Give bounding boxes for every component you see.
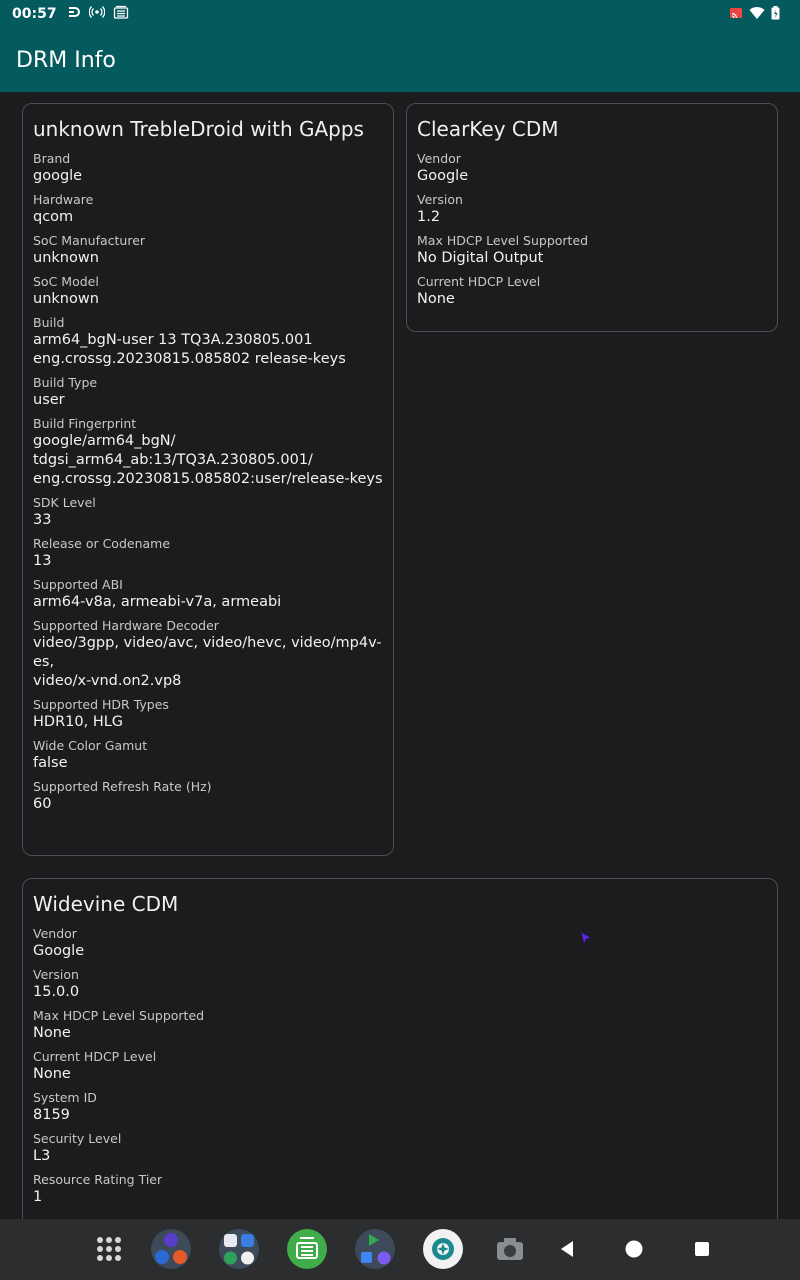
field-value: No Digital Output	[417, 250, 544, 266]
field-build-type	[33, 374, 383, 410]
field-current-hdcp-level	[33, 1048, 767, 1084]
app-folder-2-icon[interactable]	[219, 1229, 259, 1269]
device-info-card	[22, 103, 394, 856]
drm-info-app-icon[interactable]	[287, 1229, 327, 1269]
field-label: Version	[417, 192, 463, 207]
field-soc-manufacturer	[33, 232, 383, 268]
field-label: Resource Rating Tier	[33, 1172, 163, 1187]
wifi-icon	[749, 6, 765, 24]
recents-icon[interactable]	[682, 1229, 722, 1269]
field-label: SoC Model	[33, 274, 99, 289]
field-value: false	[33, 755, 68, 771]
card-title: Widevine CDM	[33, 892, 179, 916]
field-label: Supported Hardware Decoder	[33, 618, 219, 633]
field-value: unknown	[33, 250, 99, 266]
field-max-hdcp-level	[33, 1007, 767, 1043]
field-vendor	[417, 150, 767, 186]
field-value: 13	[33, 553, 52, 569]
field-value: None	[33, 1025, 71, 1041]
field-wide-color-gamut	[33, 737, 383, 773]
field-value: Google	[33, 943, 85, 959]
field-value: arm64_bgN-user 13 TQ3A.230805.001 eng.crossg.20230815.085802 release-keys	[33, 332, 346, 367]
field-label: Security Level	[33, 1131, 122, 1146]
field-value: user	[33, 392, 65, 408]
battery-icon	[771, 6, 780, 24]
field-value: qcom	[33, 209, 74, 225]
settings-app-icon[interactable]	[423, 1229, 463, 1269]
field-supported-abi	[33, 576, 383, 612]
field-label: Build Fingerprint	[33, 416, 137, 431]
app-bar	[0, 28, 800, 92]
field-label: Release or Codename	[33, 536, 171, 551]
field-value: None	[417, 291, 455, 307]
field-value: 60	[33, 796, 52, 812]
sim-card-icon	[113, 5, 129, 23]
field-version	[33, 966, 767, 1002]
field-hardware	[33, 191, 383, 227]
back-icon[interactable]	[547, 1229, 587, 1269]
radio-signal-icon	[89, 5, 105, 23]
field-value: video/3gpp, video/avc, video/hevc, video/mp4v-es, video/x-vnd.on2.vp8	[33, 635, 382, 689]
field-refresh-rate	[33, 778, 383, 814]
field-value: google	[33, 168, 83, 184]
field-max-hdcp-level	[417, 232, 767, 268]
field-label: Supported ABI	[33, 577, 123, 592]
field-value: L3	[33, 1148, 51, 1164]
field-label: SoC Manufacturer	[33, 233, 146, 248]
field-system-id	[33, 1089, 767, 1125]
field-build-fingerprint	[33, 415, 383, 489]
app-title: DRM Info	[16, 47, 116, 73]
app-folder-1-icon[interactable]	[151, 1229, 191, 1269]
field-resource-rating-tier	[33, 1171, 767, 1207]
field-value: 1.2	[417, 209, 441, 225]
status-bar	[0, 0, 800, 28]
field-label: Current HDCP Level	[33, 1049, 157, 1064]
clearkey-cdm-card	[406, 103, 778, 332]
field-value: None	[33, 1066, 71, 1082]
field-value: 33	[33, 512, 52, 528]
field-label: Current HDCP Level	[417, 274, 541, 289]
field-hdr-types	[33, 696, 383, 732]
widevine-cdm-card	[22, 878, 778, 1219]
field-label: Build	[33, 315, 65, 330]
field-label: Max HDCP Level Supported	[33, 1008, 205, 1023]
card-title: unknown TrebleDroid with GApps	[33, 117, 364, 141]
camera-app-icon[interactable]	[490, 1229, 530, 1269]
app-drawer-icon[interactable]	[89, 1229, 129, 1269]
field-soc-model	[33, 273, 383, 309]
field-label: Build Type	[33, 375, 98, 390]
field-value: 15.0.0	[33, 984, 80, 1000]
field-sdk-level	[33, 494, 383, 530]
field-value: Google	[417, 168, 469, 184]
field-label: Max HDCP Level Supported	[417, 233, 589, 248]
field-build	[33, 314, 383, 369]
field-label: System ID	[33, 1090, 97, 1105]
cast-arrow-icon	[67, 5, 81, 23]
field-label: Wide Color Gamut	[33, 738, 148, 753]
screen-cast-icon	[729, 6, 743, 24]
mouse-cursor-icon	[580, 930, 592, 949]
card-title: ClearKey CDM	[417, 117, 559, 141]
field-label: Supported HDR Types	[33, 697, 169, 712]
field-label: Hardware	[33, 192, 94, 207]
status-time: 00:57	[12, 6, 57, 22]
field-release-codename	[33, 535, 383, 571]
field-label: Brand	[33, 151, 71, 166]
taskbar	[0, 1219, 800, 1280]
field-value: 1	[33, 1189, 43, 1205]
field-brand	[33, 150, 383, 186]
field-security-level	[33, 1130, 767, 1166]
field-label: Supported Refresh Rate (Hz)	[33, 779, 212, 794]
field-label: Version	[33, 967, 79, 982]
field-label: SDK Level	[33, 495, 96, 510]
field-vendor	[33, 925, 767, 961]
field-value: HDR10, HLG	[33, 714, 124, 730]
home-icon[interactable]	[614, 1229, 654, 1269]
field-version	[417, 191, 767, 227]
content-scroll-area[interactable]	[0, 92, 800, 1219]
field-label: Vendor	[33, 926, 77, 941]
field-current-hdcp-level	[417, 273, 767, 309]
field-hardware-decoder	[33, 617, 383, 691]
app-folder-3-icon[interactable]	[355, 1229, 395, 1269]
field-value: google/arm64_bgN/ tdgsi_arm64_ab:13/TQ3A.230805.001/ eng.crossg.20230815.085802:user/release-keys	[33, 433, 383, 487]
field-value: 8159	[33, 1107, 70, 1123]
field-value: unknown	[33, 291, 99, 307]
field-value: arm64-v8a, armeabi-v7a, armeabi	[33, 594, 282, 610]
field-label: Vendor	[417, 151, 461, 166]
